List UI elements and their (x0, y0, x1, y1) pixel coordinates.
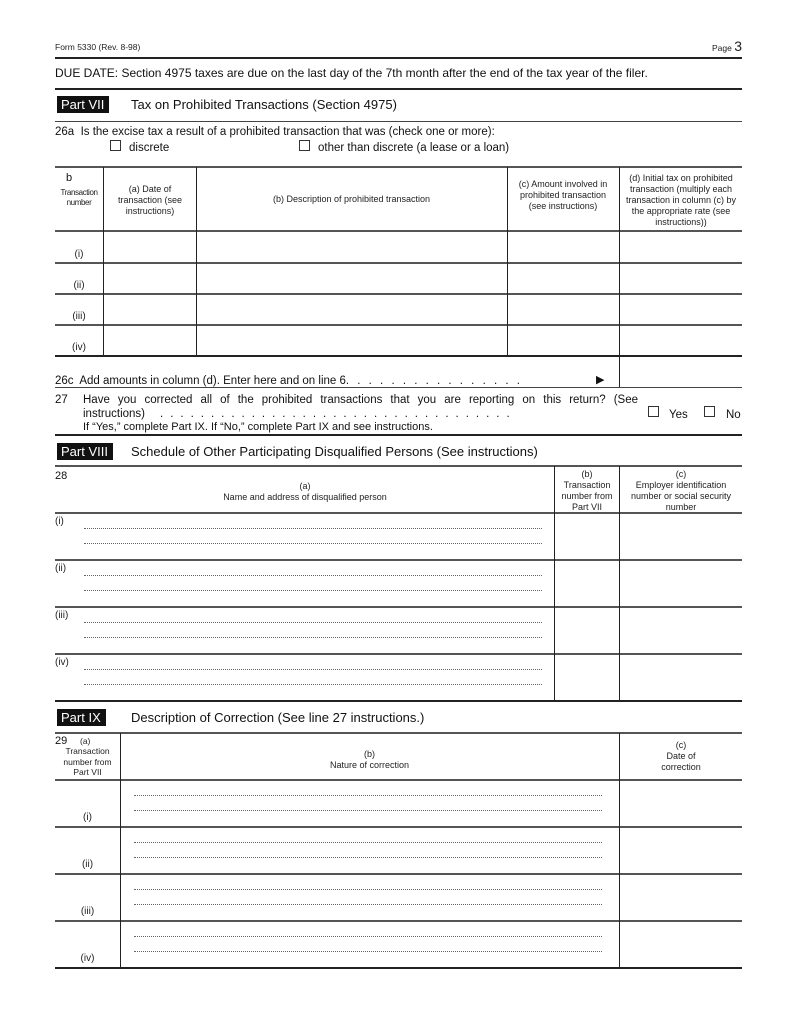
txn-input-iv[interactable] (555, 655, 619, 700)
line26c (55, 374, 522, 388)
description-input-ii[interactable] (197, 264, 507, 293)
row-label: (iii) (55, 610, 69, 621)
line27-question: Have you corrected all of the prohibited transactions that you are reporting on this return? (See (83, 394, 638, 406)
line27-question-cont: instructions) (83, 408, 145, 420)
ein-input-ii[interactable] (620, 561, 742, 606)
line27-number: 27 (55, 394, 68, 406)
col-title-b: Transaction number from Part VII (561, 480, 613, 512)
row-label: (ii) (73, 280, 85, 291)
checkbox-no[interactable] (704, 406, 715, 417)
due-date-notice: DUE DATE: Section 4975 taxes are due on the last day of the 7th month after the end of the tax year of the filer. (55, 66, 648, 80)
col-header-b (556, 469, 618, 513)
description-input-iv[interactable] (197, 326, 507, 355)
txn-input-iii[interactable] (555, 608, 619, 653)
line26a-question: Is the excise tax a result of a prohibited transaction that was (check one or more): (80, 126, 495, 138)
description-input-i[interactable] (197, 232, 507, 262)
row-label: (iii) (72, 311, 86, 322)
name-input-i-line1[interactable] (84, 528, 542, 529)
col-letter-b: (b) (581, 469, 593, 479)
label-discrete: discrete (129, 142, 170, 154)
col-title-c: Date of correction (661, 751, 701, 772)
col-letter-a: (a) (80, 736, 91, 746)
table-top-border (55, 166, 742, 168)
amount-input-i[interactable] (508, 232, 619, 262)
row-label: (i) (74, 249, 84, 260)
divider (55, 121, 742, 122)
name-input-i-line2[interactable] (84, 543, 542, 544)
amount-input-ii[interactable] (508, 264, 619, 293)
row-label: (iv) (55, 657, 69, 668)
correction-date-input-i[interactable] (620, 781, 742, 826)
name-input-iv-line2[interactable] (84, 684, 542, 685)
line26a-number: 26a (55, 126, 75, 138)
ein-input-iv[interactable] (620, 655, 742, 700)
col-header-a (60, 481, 550, 503)
date-input-i[interactable] (104, 232, 196, 262)
col-title-a: Transaction number from Part VII (63, 746, 112, 777)
row-label: (ii) (81, 859, 94, 870)
col-header-a: (a) Date of transaction (see instructions) (117, 184, 183, 216)
label-yes: Yes (669, 409, 688, 421)
table-top-border (55, 465, 742, 467)
col-letter-b: (b) (364, 749, 375, 759)
table-top-border (55, 732, 742, 734)
name-input-iv-line1[interactable] (84, 669, 542, 670)
col-header-txn: Transaction number (60, 188, 98, 207)
col-letter-a: (a) (299, 481, 311, 491)
nature-input-ii-line1[interactable] (134, 842, 602, 843)
txn-input-ii[interactable] (555, 561, 619, 606)
ein-input-i[interactable] (620, 514, 742, 559)
ein-input-iii[interactable] (620, 608, 742, 653)
tax-input-iii[interactable] (620, 295, 742, 324)
line28-number: 28 (55, 470, 68, 482)
table-bottom-border (55, 967, 742, 969)
correction-date-input-ii[interactable] (620, 828, 742, 873)
part9-title: Description of Correction (See line 27 instructions.) (131, 710, 425, 725)
col-title-b: Nature of correction (329, 760, 410, 770)
divider (55, 434, 742, 436)
label-other-than-discrete: other than discrete (a lease or a loan) (318, 142, 510, 154)
line27-note: If “Yes,” complete Part IX. If “No,” complete Part IX and see instructions. (83, 421, 433, 433)
tax-input-ii[interactable] (620, 264, 742, 293)
arrow-right-icon: ▶ (596, 374, 605, 386)
col-title-c: Employer identification number or social security number (630, 480, 732, 512)
nature-input-iii-line1[interactable] (134, 889, 602, 890)
col-header-c: (c) Amount involved in prohibited transaction (see instructions) (518, 179, 608, 211)
page-number: 3 (734, 38, 742, 54)
nature-input-ii-line2[interactable] (134, 857, 602, 858)
date-input-iv[interactable] (104, 326, 196, 355)
nature-input-i-line1[interactable] (134, 795, 602, 796)
divider (55, 57, 742, 59)
leader-dots: . . . . . . . . . . . . . . . . . . . . . . . . . . . . . . . . . . . (160, 408, 512, 420)
part8-badge: Part VIII (57, 443, 113, 460)
part8-header (57, 443, 113, 461)
amount-input-iv[interactable] (508, 326, 619, 355)
table-bottom-border (55, 355, 742, 357)
part7-header (57, 96, 109, 114)
page-label: Page (711, 43, 732, 53)
row-label: (iv) (80, 953, 95, 964)
nature-input-iii-line2[interactable] (134, 904, 602, 905)
col-header-c (622, 469, 740, 513)
row-label: (ii) (55, 563, 67, 574)
date-input-ii[interactable] (104, 264, 196, 293)
name-input-ii-line1[interactable] (84, 575, 542, 576)
row-label: (i) (55, 516, 64, 527)
part9-header (57, 709, 106, 727)
col-header-b (124, 749, 615, 771)
col-letter-c: (c) (675, 469, 687, 479)
col-letter-c: (c) (675, 740, 687, 750)
name-input-iii-line1[interactable] (84, 622, 542, 623)
correction-date-input-iv[interactable] (620, 922, 742, 967)
checkbox-discrete[interactable] (110, 140, 121, 151)
part9-badge: Part IX (57, 709, 106, 726)
row-label: (i) (83, 812, 92, 823)
label-no: No (726, 409, 741, 421)
page-indicator (712, 38, 742, 54)
total-tax-input[interactable] (620, 358, 742, 386)
divider (55, 387, 742, 388)
date-input-iii[interactable] (104, 295, 196, 324)
line29-number: 29 (55, 735, 68, 747)
line26b-letter: b (66, 172, 73, 184)
checkbox-yes[interactable] (648, 406, 659, 417)
part7-title: Tax on Prohibited Transactions (Section 4975) (131, 97, 397, 112)
col-divider (120, 733, 121, 968)
amount-input-iii[interactable] (508, 295, 619, 324)
divider (55, 88, 742, 90)
col-header-b: (b) Description of prohibited transaction (272, 194, 431, 204)
col-header-c (622, 740, 740, 773)
name-input-ii-line2[interactable] (84, 590, 542, 591)
tax-input-i[interactable] (620, 232, 742, 262)
col-title-a: Name and address of disqualified person (223, 492, 387, 502)
nature-input-i-line2[interactable] (134, 810, 602, 811)
col-header-d: (d) Initial tax on prohibited transaction (multiply each transaction in column (c) by the appropriate rate (see instructions)) (625, 173, 737, 227)
correction-date-input-iii[interactable] (620, 875, 742, 920)
checkbox-other-than-discrete[interactable] (299, 140, 310, 151)
form-id: Form 5330 (Rev. 8-98) (55, 42, 141, 52)
line26c-number: 26c (55, 375, 74, 387)
part8-title: Schedule of Other Participating Disqualified Persons (See instructions) (131, 444, 538, 459)
line26a (55, 125, 495, 139)
nature-input-iv-line1[interactable] (134, 936, 602, 937)
nature-input-iv-line2[interactable] (134, 951, 602, 952)
row-label: (iii) (80, 906, 95, 917)
tax-input-iv[interactable] (620, 326, 742, 355)
name-input-iii-line2[interactable] (84, 637, 542, 638)
txn-input-i[interactable] (555, 514, 619, 559)
table-bottom-border (55, 700, 742, 702)
description-input-iii[interactable] (197, 295, 507, 324)
part7-badge: Part VII (57, 96, 109, 113)
leader-dots: . . . . . . . . . . . . . . . . (345, 375, 523, 387)
row-label: (iv) (72, 342, 86, 353)
line26c-text: Add amounts in column (d). Enter here and on line 6 (79, 375, 346, 387)
